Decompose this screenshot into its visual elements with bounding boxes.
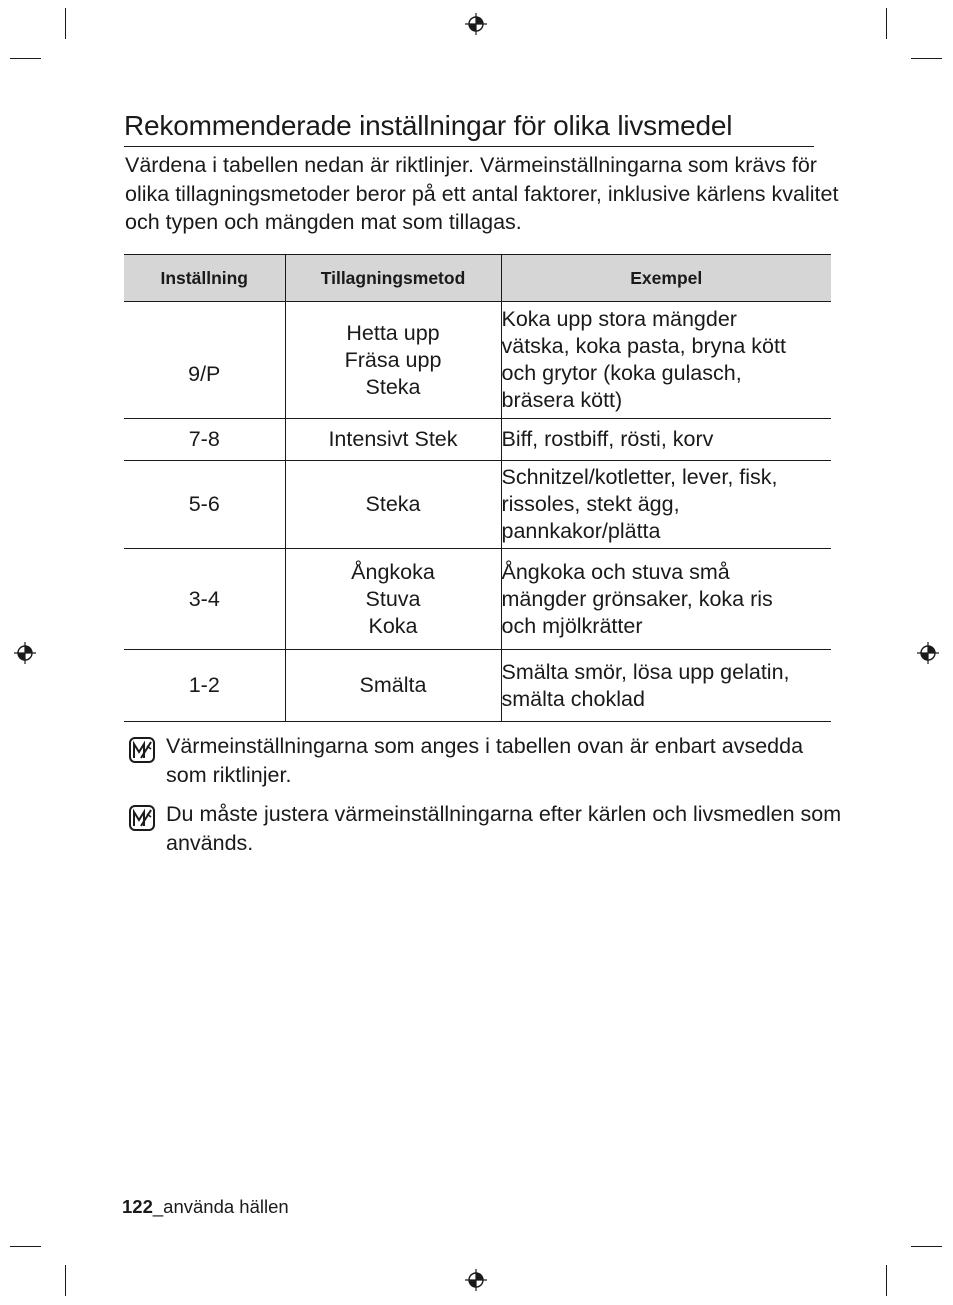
crop-mark: [10, 1246, 41, 1247]
crop-mark: [911, 58, 942, 59]
setting-cell: 1-2: [124, 650, 285, 722]
example-line: Ångkoka och stuva små: [501, 559, 730, 584]
method-cell: [285, 419, 501, 461]
method-cell: [285, 549, 501, 650]
table-row: [124, 650, 831, 722]
method-line: Steka: [365, 492, 421, 516]
registration-mark-icon: [465, 1269, 487, 1291]
method-line: Ångkoka: [351, 559, 435, 584]
example-line: mängder grönsaker, koka ris: [501, 586, 773, 611]
example-cell: [501, 419, 831, 461]
crop-mark: [10, 58, 41, 59]
table-row: [124, 302, 831, 419]
example-cell: [501, 302, 831, 419]
example-line: smälta choklad: [501, 686, 645, 711]
method-line: Koka: [368, 613, 418, 638]
note-icon: [128, 736, 156, 764]
example-cell: [501, 461, 831, 549]
method-line: Intensivt Stek: [328, 427, 458, 451]
column-header-example: Exempel: [501, 255, 831, 302]
registration-mark-icon: [14, 642, 36, 664]
crop-mark: [886, 8, 887, 39]
table-row: [124, 461, 831, 549]
note-icon: [128, 804, 156, 832]
method-line: Fräsa upp: [344, 347, 442, 372]
method-line: Smälta: [359, 673, 427, 697]
method-line: Steka: [365, 374, 421, 399]
crop-mark: [911, 1246, 942, 1247]
example-line: Biff, rostbiff, rösti, korv: [501, 427, 714, 451]
example-cell: [501, 650, 831, 722]
page-footer: [122, 1196, 289, 1218]
registration-mark-icon: [917, 642, 939, 664]
column-header-setting: Inställning: [124, 255, 285, 302]
column-header-method: Tillagningsmetod: [285, 255, 501, 302]
section-name: _använda hällen: [152, 1196, 289, 1217]
table-header-row: [124, 255, 831, 302]
setting-cell: 9/P: [124, 302, 285, 419]
method-line: Stuva: [365, 586, 421, 611]
setting-cell: 5-6: [124, 461, 285, 549]
example-line: och mjölkrätter: [501, 613, 643, 638]
setting-cell: 3-4: [124, 549, 285, 650]
example-line: Schnitzel/kotletter, lever, fisk,: [501, 465, 778, 489]
page-number: 122: [122, 1196, 153, 1217]
example-line: Koka upp stora mängder: [501, 307, 737, 331]
settings-table: [124, 254, 831, 722]
table-row: [124, 549, 831, 650]
table-row: [124, 419, 831, 461]
note-text: Värmeinställningarna som anges i tabellen ovan är enbart avsedda som riktlinjer.: [166, 734, 804, 787]
example-line: rissoles, stekt ägg,: [501, 492, 680, 516]
example-line: vätska, koka pasta, bryna kött: [501, 334, 786, 358]
example-line: och grytor (koka gulasch,: [501, 361, 742, 385]
example-line: Smälta smör, lösa upp gelatin,: [501, 659, 790, 684]
page-title: Rekommenderade inställningar för olika livsmedel: [124, 110, 814, 147]
registration-mark-icon: [465, 13, 487, 35]
method-line: Hetta upp: [346, 320, 440, 345]
example-cell: [501, 549, 831, 650]
setting-cell: 7-8: [124, 419, 285, 461]
intro-paragraph: Värdena i tabellen nedan är riktlinjer. Värmeinställningarna som krävs för olika tillagningsmetoder beror på ett antal faktorer, inklusive kärlens kvalitet och typen och mängden mat som tillagas.: [125, 153, 839, 234]
example-line: pannkakor/plätta: [501, 519, 661, 543]
method-cell: [285, 461, 501, 549]
note-text: Du måste justera värmeinställningarna efter kärlen och livsmedlen som används.: [166, 802, 842, 855]
crop-mark: [886, 1265, 887, 1296]
crop-mark: [65, 1265, 66, 1296]
method-cell: [285, 302, 501, 419]
crop-mark: [65, 8, 66, 39]
method-cell: [285, 650, 501, 722]
example-line: bräsera kött): [501, 388, 623, 412]
